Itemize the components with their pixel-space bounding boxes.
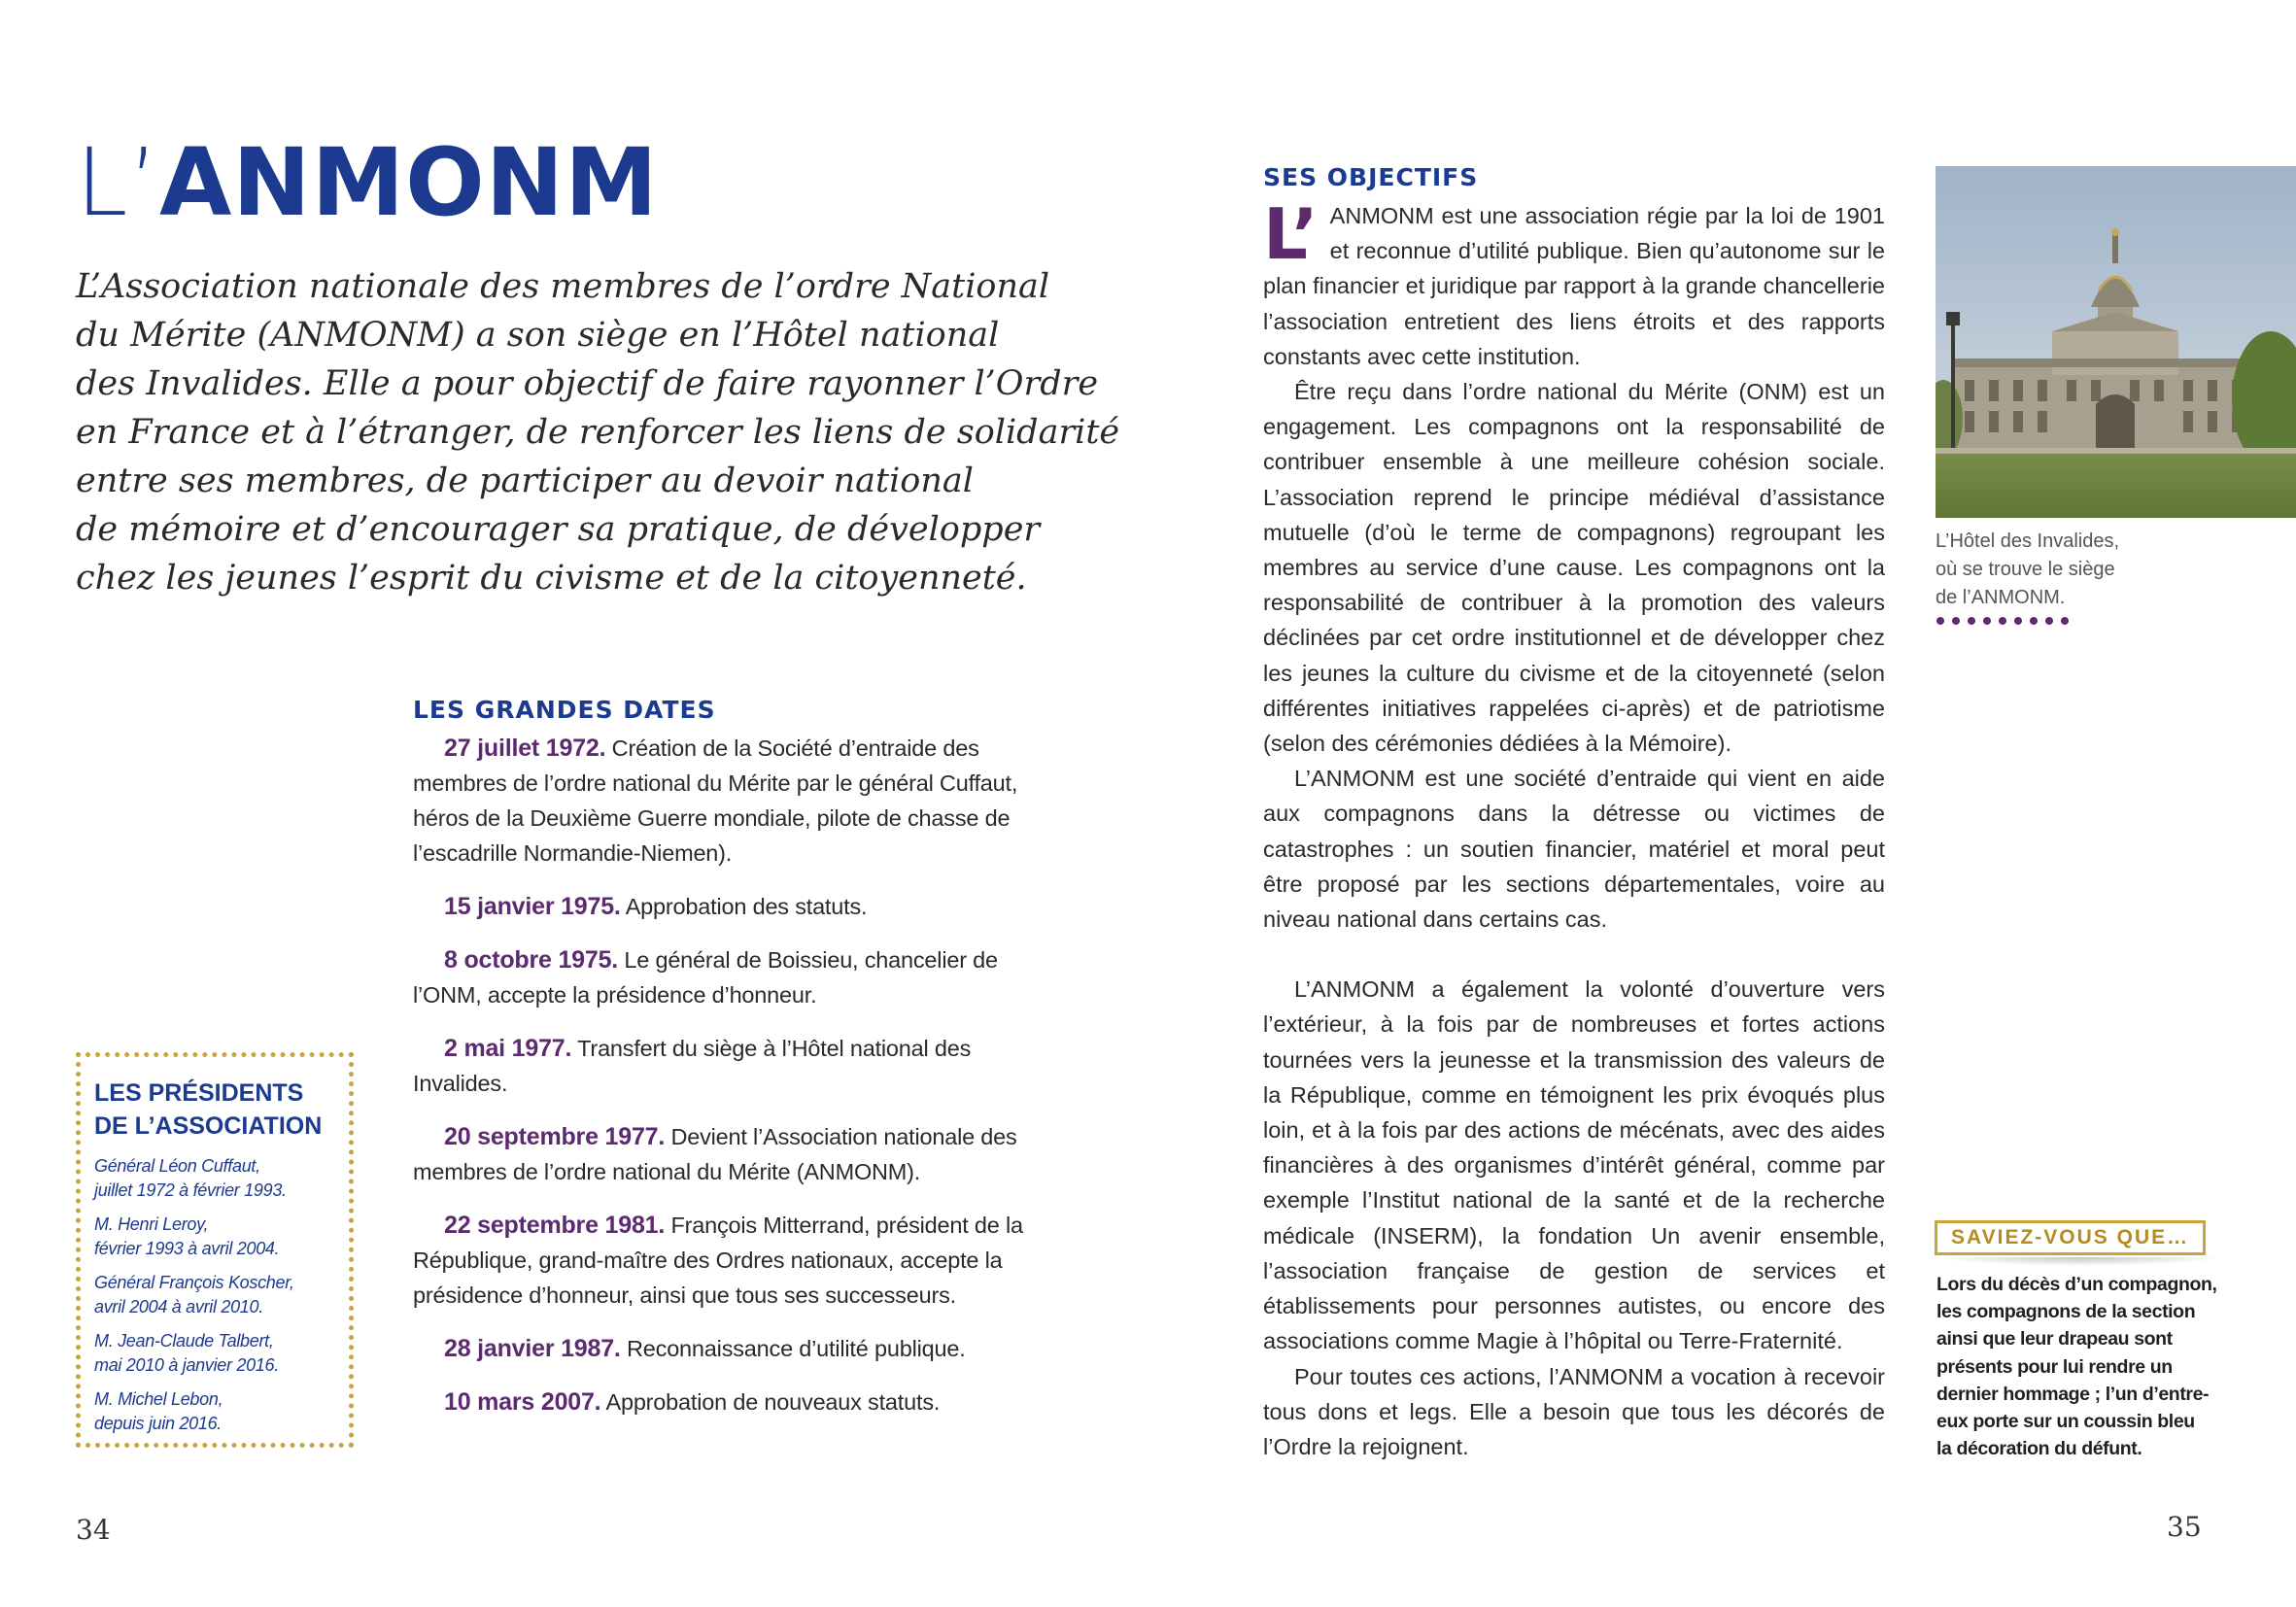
- title-main: ANMONM: [159, 128, 659, 237]
- saviez-text: [1936, 1271, 2228, 1462]
- date-label: 27 juillet 1972.: [444, 735, 606, 762]
- date-entry: [413, 731, 1045, 871]
- decorative-dots: [1936, 614, 2081, 632]
- date-entry: [413, 942, 1045, 1012]
- date-label: 15 janvier 1975.: [444, 893, 621, 920]
- saviez-line: Lors du décès d’un compagnon,: [1936, 1274, 2217, 1295]
- objectifs-text: ANMONM est une association régie par la loi de 1901 et reconnue d’utilité publique. Bien qu’autonome sur le plan financier et juridique par rapport à la grande chancellerie l’association entretient des liens étroits et des rapports constants avec cette institution.: [1263, 203, 1885, 369]
- caption-line: où se trouve le siège: [1936, 559, 2115, 580]
- president-period: février 1993 à avril 2004.: [94, 1239, 280, 1258]
- president-item: [94, 1154, 339, 1203]
- saviez-line: la décoration du défunt.: [1936, 1438, 2142, 1460]
- saviez-line: les compagnons de la section: [1936, 1301, 2196, 1323]
- date-label: 28 janvier 1987.: [444, 1335, 621, 1362]
- presidents-box: [76, 1052, 354, 1448]
- saviez-shadow: [1938, 1257, 2222, 1266]
- presidents-heading: [94, 1077, 339, 1143]
- saviez-line: présents pour lui rendre un: [1936, 1355, 2173, 1378]
- objectifs-paragraph: Pour toutes ces actions, l’ANMONM a vocation à recevoir tous dons et legs. Elle a besoin que tous les décorés de l’Ordre la rejoignent.: [1263, 1363, 1885, 1459]
- intro-line: de mémoire et d’encourager sa pratique, de développer: [76, 510, 1041, 549]
- photo-caption: [1936, 528, 2188, 612]
- president-item: [94, 1213, 339, 1261]
- date-text: Reconnaissance d’utilité publique.: [620, 1336, 966, 1361]
- president-name: M. Henri Leroy,: [94, 1214, 209, 1234]
- president-item: [94, 1329, 339, 1378]
- dates-heading: LES GRANDES DATES: [413, 696, 716, 724]
- president-item: [94, 1387, 339, 1436]
- objectifs-paragraph: L’ANMONM est une société d’entraide qui vient en aide aux compagnons dans la détresse ou victimes de catastrophes : un soutien financier, matériel et moral peut être proposé par les sections départementales, voire au niveau national dans certains cas.: [1263, 766, 1885, 933]
- objectifs-paragraph: L’ANMONM a également la volonté d’ouverture vers l’extérieur, à la fois par de nombreuses et fortes actions tournées vers la jeunesse et la transmission des valeurs de la République, comme en témoignent les prix évoqués plus loin, et à la fois par des actions de mécénats, avec des aides financières à des organismes d’intérêt général, comme par exemple l’Institut national de la santé et de la recherche médicale (INSERM), la fondation Un avenir ensemble, l’association française de gestion de services et établissements pour personnes autistes, ou encore des associations comme Magie à l’hôpital ou Terre-Fraternité.: [1263, 976, 1885, 1354]
- saviez-line: dernier hommage ; l’un d’entre-: [1936, 1383, 2210, 1405]
- date-text: Approbation des statuts.: [620, 894, 868, 919]
- president-period: juillet 1972 à février 1993.: [94, 1180, 287, 1200]
- date-label: 20 septembre 1977.: [444, 1123, 666, 1150]
- date-label: 2 mai 1977.: [444, 1035, 572, 1062]
- objectifs-paragraph: [1263, 193, 1885, 374]
- date-entry: [413, 1208, 1045, 1313]
- caption-line: L’Hôtel des Invalides,: [1936, 530, 2120, 552]
- title-prefix: L’: [76, 128, 159, 237]
- date-text: Transfert du siège à l’Hôtel national des Invalides.: [413, 1036, 972, 1096]
- date-text: Devient l’Association nationale des membres de l’ordre national du Mérite (ANMONM).: [413, 1124, 1017, 1184]
- presidents-heading-line: DE L’ASSOCIATION: [94, 1112, 323, 1140]
- date-label: 10 mars 2007.: [444, 1388, 601, 1416]
- president-name: M. Jean-Claude Talbert,: [94, 1331, 274, 1351]
- caption-line: de l’ANMONM.: [1936, 587, 2066, 608]
- invalides-photo: [1936, 166, 2296, 518]
- president-name: Général Léon Cuffaut,: [94, 1156, 260, 1176]
- intro-line: en France et à l’étranger, de renforcer les liens de solidarité: [76, 413, 1120, 452]
- objectifs-paragraph: Être reçu dans l’ordre national du Mérite (ONM) est un engagement. Les compagnons ont la responsabilité de contribuer ensemble à une meilleure cohésion sociale. L’association reprend le principe médiéval d’assistance mutuelle (d’où le terme de compagnons) regroupant les membres au service d’une cause. Les compagnons ont la responsabilité de contribuer à la promotion des valeurs déclinées par cet ordre institutionnel et de développer chez les jeunes la culture du civisme et de la citoyenneté (selon différentes initiatives rappelées ci-après) et de patriotisme (selon des cérémonies dédiées à la Mémoire).: [1263, 379, 1885, 757]
- saviez-line: eux porte sur un coussin bleu: [1936, 1411, 2195, 1433]
- date-entry: [413, 1385, 1045, 1419]
- date-entry: [413, 1331, 1045, 1366]
- objectifs-body: [1263, 193, 1885, 1464]
- date-text: Création de la Société d’entraide des membres de l’ordre national du Mérite par le général Cuffaut, héros de la Deuxième Guerre mondiale, pilote de chasse de l’escadrille Normandie-Niemen).: [413, 735, 1018, 866]
- intro-line: chez les jeunes l’esprit du civisme et de la citoyenneté.: [76, 559, 1027, 598]
- objectifs-heading: SES OBJECTIFS: [1263, 163, 1479, 191]
- dates-list: [413, 731, 1045, 1438]
- page-number-right: 35: [2167, 1511, 2202, 1543]
- date-entry: [413, 889, 1045, 924]
- date-text: François Mitterrand, président de la République, grand-maître des Ordres nationaux, accepte la présidence d’honneur, ainsi que tous ses successeurs.: [413, 1213, 1023, 1308]
- drop-cap: L’: [1263, 193, 1319, 275]
- presidents-heading-line: LES PRÉSIDENTS: [94, 1079, 304, 1107]
- president-name: Général François Koscher,: [94, 1273, 294, 1292]
- intro-line: entre ses membres, de participer au devoir national: [76, 462, 974, 500]
- date-entry: [413, 1119, 1045, 1189]
- date-label: 8 octobre 1975.: [444, 946, 619, 974]
- president-period: mai 2010 à janvier 2016.: [94, 1355, 279, 1375]
- saviez-heading: SAVIEZ-VOUS QUE…: [1935, 1220, 2206, 1255]
- date-entry: [413, 1031, 1045, 1101]
- intro-line: du Mérite (ANMONM) a son siège en l’Hôtel national: [76, 316, 1000, 355]
- page-title: [76, 128, 659, 237]
- date-text: Le général de Boissieu, chancelier de l’ONM, accepte la présidence d’honneur.: [413, 947, 998, 1008]
- saviez-line: ainsi que leur drapeau sont: [1936, 1328, 2173, 1351]
- president-period: avril 2004 à avril 2010.: [94, 1297, 263, 1316]
- intro-line: des Invalides. Elle a pour objectif de faire rayonner l’Ordre: [76, 364, 1099, 403]
- date-text: Approbation de nouveaux statuts.: [600, 1389, 941, 1415]
- intro-paragraph: [76, 262, 1120, 602]
- intro-line: L’Association nationale des membres de l’ordre National: [76, 267, 1050, 306]
- date-label: 22 septembre 1981.: [444, 1212, 666, 1239]
- president-item: [94, 1271, 339, 1319]
- president-name: M. Michel Lebon,: [94, 1389, 223, 1409]
- president-period: depuis juin 2016.: [94, 1414, 223, 1433]
- page-number-left: 34: [76, 1514, 111, 1546]
